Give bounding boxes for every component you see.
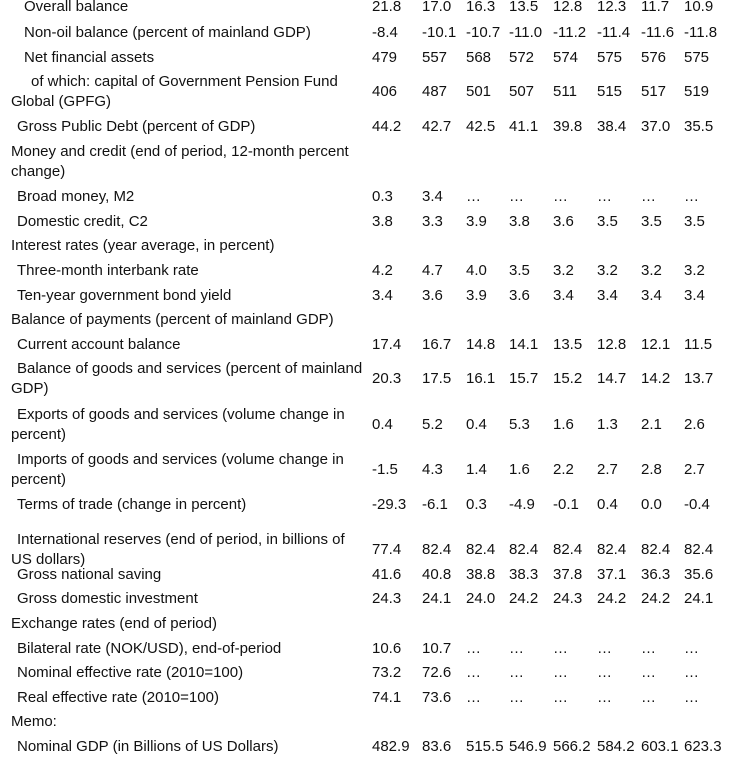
- value-cell: 0.3: [372, 188, 393, 205]
- value-cell: 24.0: [466, 590, 496, 607]
- value-cell: -6.1: [422, 496, 448, 513]
- value-cell: 568: [466, 49, 492, 66]
- value-cell: 3.4: [372, 287, 393, 304]
- value-cell: 515: [597, 83, 623, 100]
- value-cell: 17.5: [422, 370, 452, 387]
- value-cell: 38.4: [597, 118, 627, 135]
- value-cell: 3.2: [641, 262, 662, 279]
- table-row: [0, 663, 738, 683]
- value-cell: 37.8: [553, 566, 583, 583]
- value-cell: 566.2: [553, 738, 591, 755]
- value-cell: 2.2: [553, 461, 574, 478]
- value-cell: -1.5: [372, 461, 398, 478]
- value-cell: 2.1: [641, 416, 662, 433]
- value-cell: 82.4: [509, 541, 539, 558]
- row-label: Balance of goods and services (percent of mainland GDP): [11, 360, 363, 397]
- row-label: Ten-year government bond yield: [17, 287, 232, 304]
- value-cell: …: [641, 689, 656, 706]
- value-cell: 16.1: [466, 370, 496, 387]
- value-cell: …: [466, 188, 481, 205]
- value-cell: -11.8: [684, 24, 718, 41]
- value-cell: 1.6: [553, 416, 574, 433]
- value-cell: 20.3: [372, 370, 402, 387]
- value-cell: 546.9: [509, 738, 547, 755]
- row-label: Gross domestic investment: [17, 590, 198, 607]
- value-cell: 17.0: [422, 0, 452, 15]
- value-cell: 519: [684, 83, 710, 100]
- row-label: Gross national saving: [17, 566, 162, 583]
- row-label: Three-month interbank rate: [17, 262, 199, 279]
- value-cell: 44.2: [372, 118, 402, 135]
- value-cell: 575: [597, 49, 623, 66]
- value-cell: 4.3: [422, 461, 443, 478]
- row-label: Domestic credit, C2: [17, 213, 148, 230]
- value-cell: 501: [466, 83, 492, 100]
- value-cell: 574: [553, 49, 579, 66]
- row-label: Exports of goods and services (volume change in percent): [11, 406, 345, 443]
- value-cell: 11.7: [641, 0, 670, 15]
- value-cell: 576: [641, 49, 667, 66]
- table-row: [0, 48, 738, 68]
- value-cell: 15.7: [509, 370, 539, 387]
- value-cell: 74.1: [372, 689, 402, 706]
- value-cell: 14.2: [641, 370, 671, 387]
- value-cell: 3.5: [641, 213, 662, 230]
- value-cell: 24.2: [509, 590, 539, 607]
- value-cell: 0.0: [641, 496, 662, 513]
- value-cell: 3.4: [684, 287, 705, 304]
- value-cell: 4.7: [422, 262, 443, 279]
- value-cell: 14.1: [509, 336, 539, 353]
- value-cell: 17.4: [372, 336, 402, 353]
- row-label: Overall balance: [24, 0, 129, 15]
- table-row: [0, 639, 738, 659]
- value-cell: 11.5: [684, 336, 713, 353]
- table-row: [0, 589, 738, 609]
- value-cell: 2.7: [684, 461, 705, 478]
- value-cell: 5.2: [422, 416, 443, 433]
- value-cell: 10.6: [372, 640, 402, 657]
- value-cell: …: [684, 188, 699, 205]
- value-cell: 38.3: [509, 566, 539, 583]
- value-cell: 38.8: [466, 566, 496, 583]
- value-cell: 82.4: [466, 541, 496, 558]
- value-cell: -11.0: [509, 24, 543, 41]
- value-cell: …: [466, 664, 481, 681]
- value-cell: 572: [509, 49, 535, 66]
- row-label: Gross Public Debt (percent of GDP): [17, 118, 256, 135]
- value-cell: …: [684, 640, 699, 657]
- table-row: [0, 187, 738, 207]
- value-cell: 3.5: [684, 213, 705, 230]
- table-row: [0, 565, 738, 585]
- row-label: Bilateral rate (NOK/USD), end-of-period: [17, 640, 282, 657]
- row-label: Real effective rate (2010=100): [17, 689, 219, 706]
- value-cell: 16.7: [422, 336, 452, 353]
- row-label: Terms of trade (change in percent): [17, 496, 247, 513]
- table-row: [0, 310, 738, 330]
- value-cell: 10.7: [422, 640, 452, 657]
- value-cell: 24.2: [597, 590, 627, 607]
- value-cell: 3.3: [422, 213, 443, 230]
- value-cell: 2.7: [597, 461, 618, 478]
- value-cell: 623.3: [684, 738, 722, 755]
- value-cell: 1.6: [509, 461, 530, 478]
- value-cell: 77.4: [372, 541, 402, 558]
- value-cell: 584.2: [597, 738, 635, 755]
- row-label: Memo:: [11, 713, 57, 730]
- table-row: [0, 335, 738, 355]
- value-cell: 2.6: [684, 416, 705, 433]
- table-row: [0, 359, 738, 399]
- table-row: [0, 450, 738, 490]
- value-cell: 3.5: [509, 262, 530, 279]
- value-cell: …: [684, 664, 699, 681]
- value-cell: 4.0: [466, 262, 487, 279]
- value-cell: 2.8: [641, 461, 662, 478]
- value-cell: 4.2: [372, 262, 393, 279]
- table-row: [0, 212, 738, 232]
- row-label: Non-oil balance (percent of mainland GDP): [24, 24, 311, 41]
- value-cell: …: [553, 689, 568, 706]
- value-cell: 14.7: [597, 370, 627, 387]
- value-cell: …: [641, 664, 656, 681]
- value-cell: -10.1: [422, 24, 457, 41]
- value-cell: 3.9: [466, 287, 487, 304]
- value-cell: 24.3: [553, 590, 583, 607]
- row-label: International reserves (end of period, in billions of US dollars): [11, 531, 345, 568]
- row-label: Current account balance: [17, 336, 181, 353]
- value-cell: …: [509, 640, 524, 657]
- row-label: Broad money, M2: [17, 188, 135, 205]
- value-cell: 0.4: [466, 416, 487, 433]
- table-row: [0, 737, 738, 757]
- value-cell: 3.2: [553, 262, 574, 279]
- value-cell: 10.9: [684, 0, 714, 15]
- value-cell: 12.8: [553, 0, 583, 15]
- value-cell: …: [553, 188, 568, 205]
- value-cell: 82.4: [553, 541, 583, 558]
- table-row: [0, 286, 738, 306]
- table-row: [0, 614, 738, 634]
- value-cell: 83.6: [422, 738, 452, 755]
- value-cell: -4.9: [509, 496, 535, 513]
- value-cell: -8.4: [372, 24, 398, 41]
- value-cell: 42.7: [422, 118, 452, 135]
- row-label: Balance of payments (percent of mainland GDP): [11, 311, 334, 328]
- table-row: [0, 117, 738, 137]
- value-cell: 511: [553, 83, 577, 100]
- table-row: [0, 23, 738, 43]
- value-cell: 39.8: [553, 118, 583, 135]
- value-cell: 35.6: [684, 566, 714, 583]
- row-label: Nominal GDP (in Billions of US Dollars): [17, 738, 279, 755]
- value-cell: 36.3: [641, 566, 671, 583]
- row-label: Exchange rates (end of period): [11, 615, 217, 632]
- table-row: [0, 495, 738, 515]
- table-row: [0, 72, 738, 112]
- value-cell: 14.8: [466, 336, 496, 353]
- value-cell: …: [641, 188, 656, 205]
- value-cell: 3.8: [372, 213, 393, 230]
- value-cell: 82.4: [641, 541, 671, 558]
- value-cell: 73.2: [372, 664, 402, 681]
- value-cell: 0.3: [466, 496, 487, 513]
- value-cell: -0.1: [553, 496, 579, 513]
- value-cell: -10.7: [466, 24, 501, 41]
- value-cell: 557: [422, 49, 448, 66]
- value-cell: 24.1: [422, 590, 452, 607]
- value-cell: …: [597, 689, 612, 706]
- value-cell: 24.2: [641, 590, 671, 607]
- value-cell: -29.3: [372, 496, 407, 513]
- value-cell: 3.8: [509, 213, 530, 230]
- value-cell: 13.5: [553, 336, 583, 353]
- value-cell: 82.4: [422, 541, 452, 558]
- row-label: of which: capital of Government Pension Fund Global (GPFG): [11, 73, 338, 110]
- table-row: [0, 261, 738, 281]
- value-cell: 517: [641, 83, 667, 100]
- value-cell: …: [466, 640, 481, 657]
- value-cell: 16.3: [466, 0, 496, 15]
- table-row: [0, 712, 738, 732]
- value-cell: 0.4: [597, 496, 618, 513]
- value-cell: 0.4: [372, 416, 393, 433]
- table-row: [0, 236, 738, 256]
- value-cell: 3.4: [422, 188, 443, 205]
- value-cell: 37.1: [597, 566, 627, 583]
- value-cell: 41.1: [509, 118, 539, 135]
- value-cell: -11.4: [597, 24, 631, 41]
- value-cell: -11.6: [641, 24, 675, 41]
- value-cell: 40.8: [422, 566, 452, 583]
- value-cell: …: [597, 664, 612, 681]
- value-cell: 24.1: [684, 590, 714, 607]
- row-label: Imports of goods and services (volume change in percent): [11, 451, 344, 488]
- value-cell: 12.3: [597, 0, 627, 15]
- value-cell: …: [597, 188, 612, 205]
- value-cell: 3.4: [553, 287, 574, 304]
- value-cell: …: [509, 689, 524, 706]
- table-row: [0, 0, 738, 17]
- value-cell: 3.4: [641, 287, 662, 304]
- value-cell: 406: [372, 83, 398, 100]
- value-cell: 487: [422, 83, 448, 100]
- value-cell: …: [466, 689, 481, 706]
- value-cell: 507: [509, 83, 535, 100]
- value-cell: 37.0: [641, 118, 671, 135]
- row-label: Interest rates (year average, in percent): [11, 237, 275, 254]
- value-cell: 3.9: [466, 213, 487, 230]
- value-cell: 12.1: [641, 336, 671, 353]
- value-cell: …: [597, 640, 612, 657]
- value-cell: …: [509, 188, 524, 205]
- value-cell: 482.9: [372, 738, 410, 755]
- value-cell: 35.5: [684, 118, 714, 135]
- value-cell: …: [684, 689, 699, 706]
- value-cell: 42.5: [466, 118, 496, 135]
- value-cell: -0.4: [684, 496, 710, 513]
- value-cell: …: [509, 664, 524, 681]
- value-cell: 479: [372, 49, 398, 66]
- value-cell: …: [553, 640, 568, 657]
- table-row: [0, 142, 738, 182]
- value-cell: 72.6: [422, 664, 452, 681]
- value-cell: 12.8: [597, 336, 627, 353]
- row-label: Nominal effective rate (2010=100): [17, 664, 244, 681]
- value-cell: 73.6: [422, 689, 452, 706]
- value-cell: 3.2: [597, 262, 618, 279]
- value-cell: 1.3: [597, 416, 618, 433]
- value-cell: 3.5: [597, 213, 618, 230]
- value-cell: 515.5: [466, 738, 504, 755]
- table-row: [0, 530, 738, 570]
- table-row: [0, 688, 738, 708]
- value-cell: 13.5: [509, 0, 539, 15]
- table-row: [0, 405, 738, 445]
- value-cell: 603.1: [641, 738, 679, 755]
- row-label: Money and credit (end of period, 12-month percent change): [11, 143, 349, 180]
- value-cell: 3.6: [553, 213, 574, 230]
- value-cell: 3.6: [422, 287, 443, 304]
- value-cell: 5.3: [509, 416, 530, 433]
- value-cell: -11.2: [553, 24, 587, 41]
- value-cell: 82.4: [597, 541, 627, 558]
- value-cell: 1.4: [466, 461, 487, 478]
- value-cell: 575: [684, 49, 710, 66]
- row-label: Net financial assets: [24, 49, 155, 66]
- value-cell: …: [641, 640, 656, 657]
- value-cell: …: [553, 664, 568, 681]
- value-cell: 3.2: [684, 262, 705, 279]
- value-cell: 13.7: [684, 370, 714, 387]
- value-cell: 82.4: [684, 541, 714, 558]
- value-cell: 15.2: [553, 370, 583, 387]
- value-cell: 24.3: [372, 590, 402, 607]
- value-cell: 41.6: [372, 566, 402, 583]
- value-cell: 3.6: [509, 287, 530, 304]
- value-cell: 21.8: [372, 0, 402, 15]
- value-cell: 3.4: [597, 287, 618, 304]
